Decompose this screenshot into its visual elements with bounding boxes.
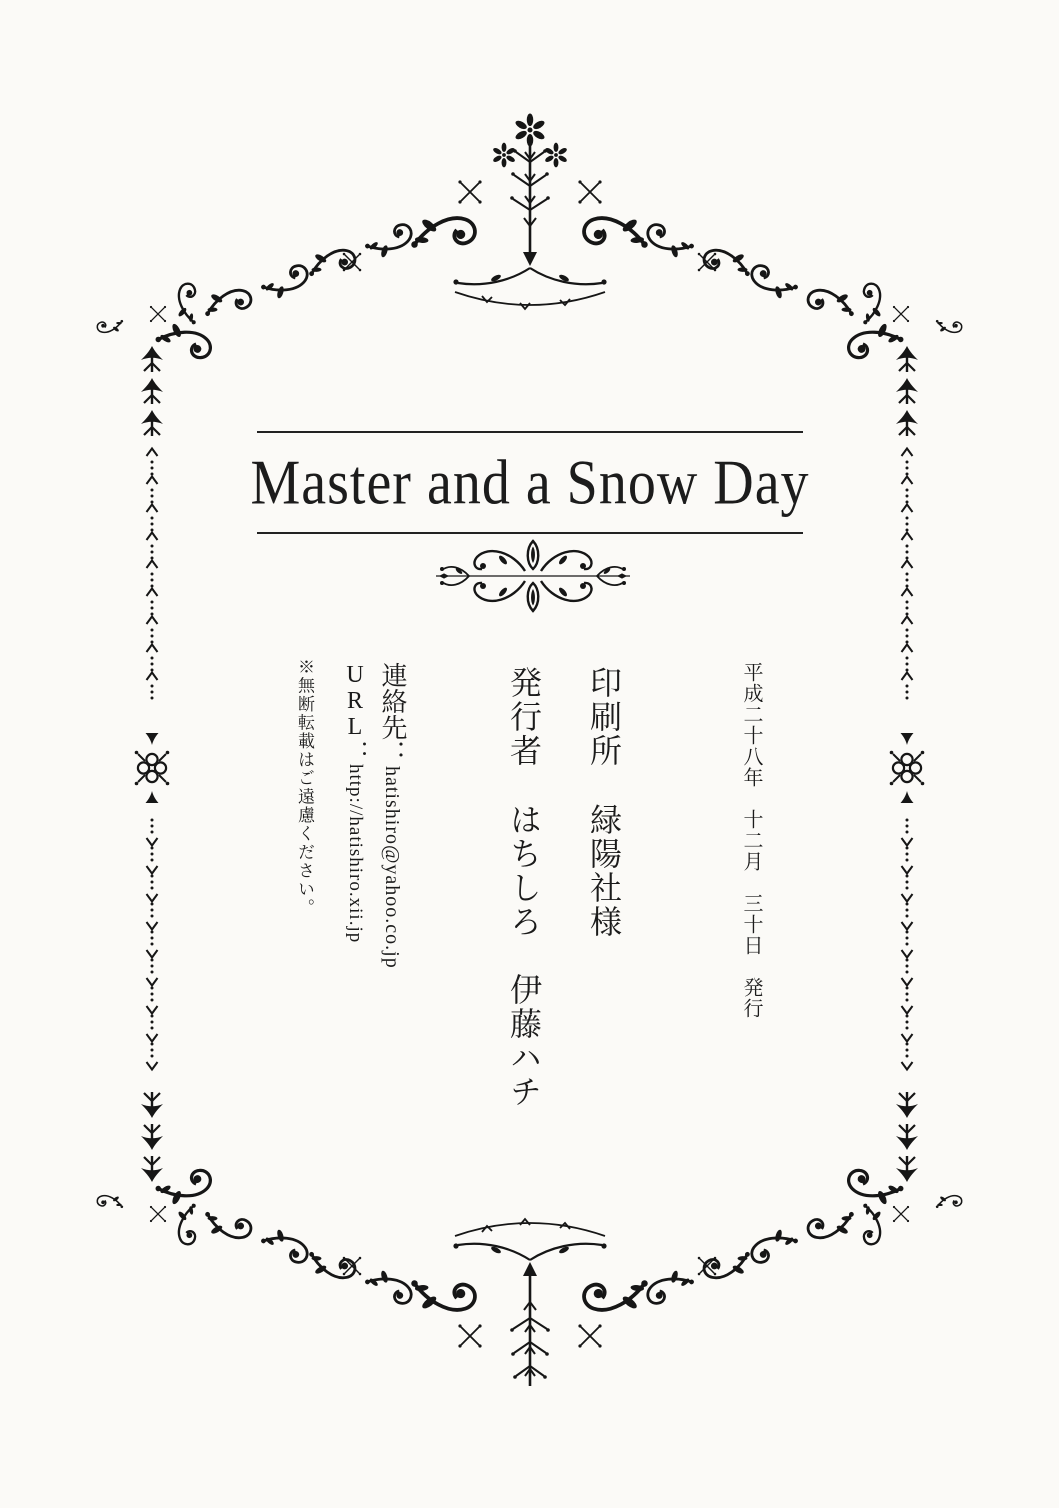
page-title: Master and a Snow Day [250, 447, 810, 518]
reprint-notice-column [296, 658, 313, 917]
title-block [250, 431, 810, 534]
publication-date-text: 平成二十八年 十二月 三十日 発行 [740, 662, 762, 1019]
printer-label: 印刷所 [586, 666, 622, 768]
publisher-name: はちしろ 伊藤ハチ [506, 803, 542, 1110]
url-column [343, 662, 367, 943]
title-divider-flourish-icon [433, 534, 633, 618]
contact-label: 連絡先 [378, 662, 407, 740]
printer-name: 緑陽社様 [586, 803, 622, 940]
contact-email: hatishiro@yahoo.co.jp [381, 766, 403, 969]
url-label: URL [342, 662, 368, 740]
publisher-label: 発行者 [506, 666, 542, 768]
url-value: http://hatishiro.xii.jp [345, 764, 366, 944]
contact-colon: ： [378, 740, 407, 766]
publisher-column [508, 666, 540, 1109]
contact-column [379, 662, 405, 969]
reprint-notice-text: ※無断転載はご遠慮ください。 [295, 658, 314, 917]
publication-date-column [741, 662, 761, 1019]
url-colon: ： [342, 740, 368, 764]
printer-column [588, 666, 620, 939]
